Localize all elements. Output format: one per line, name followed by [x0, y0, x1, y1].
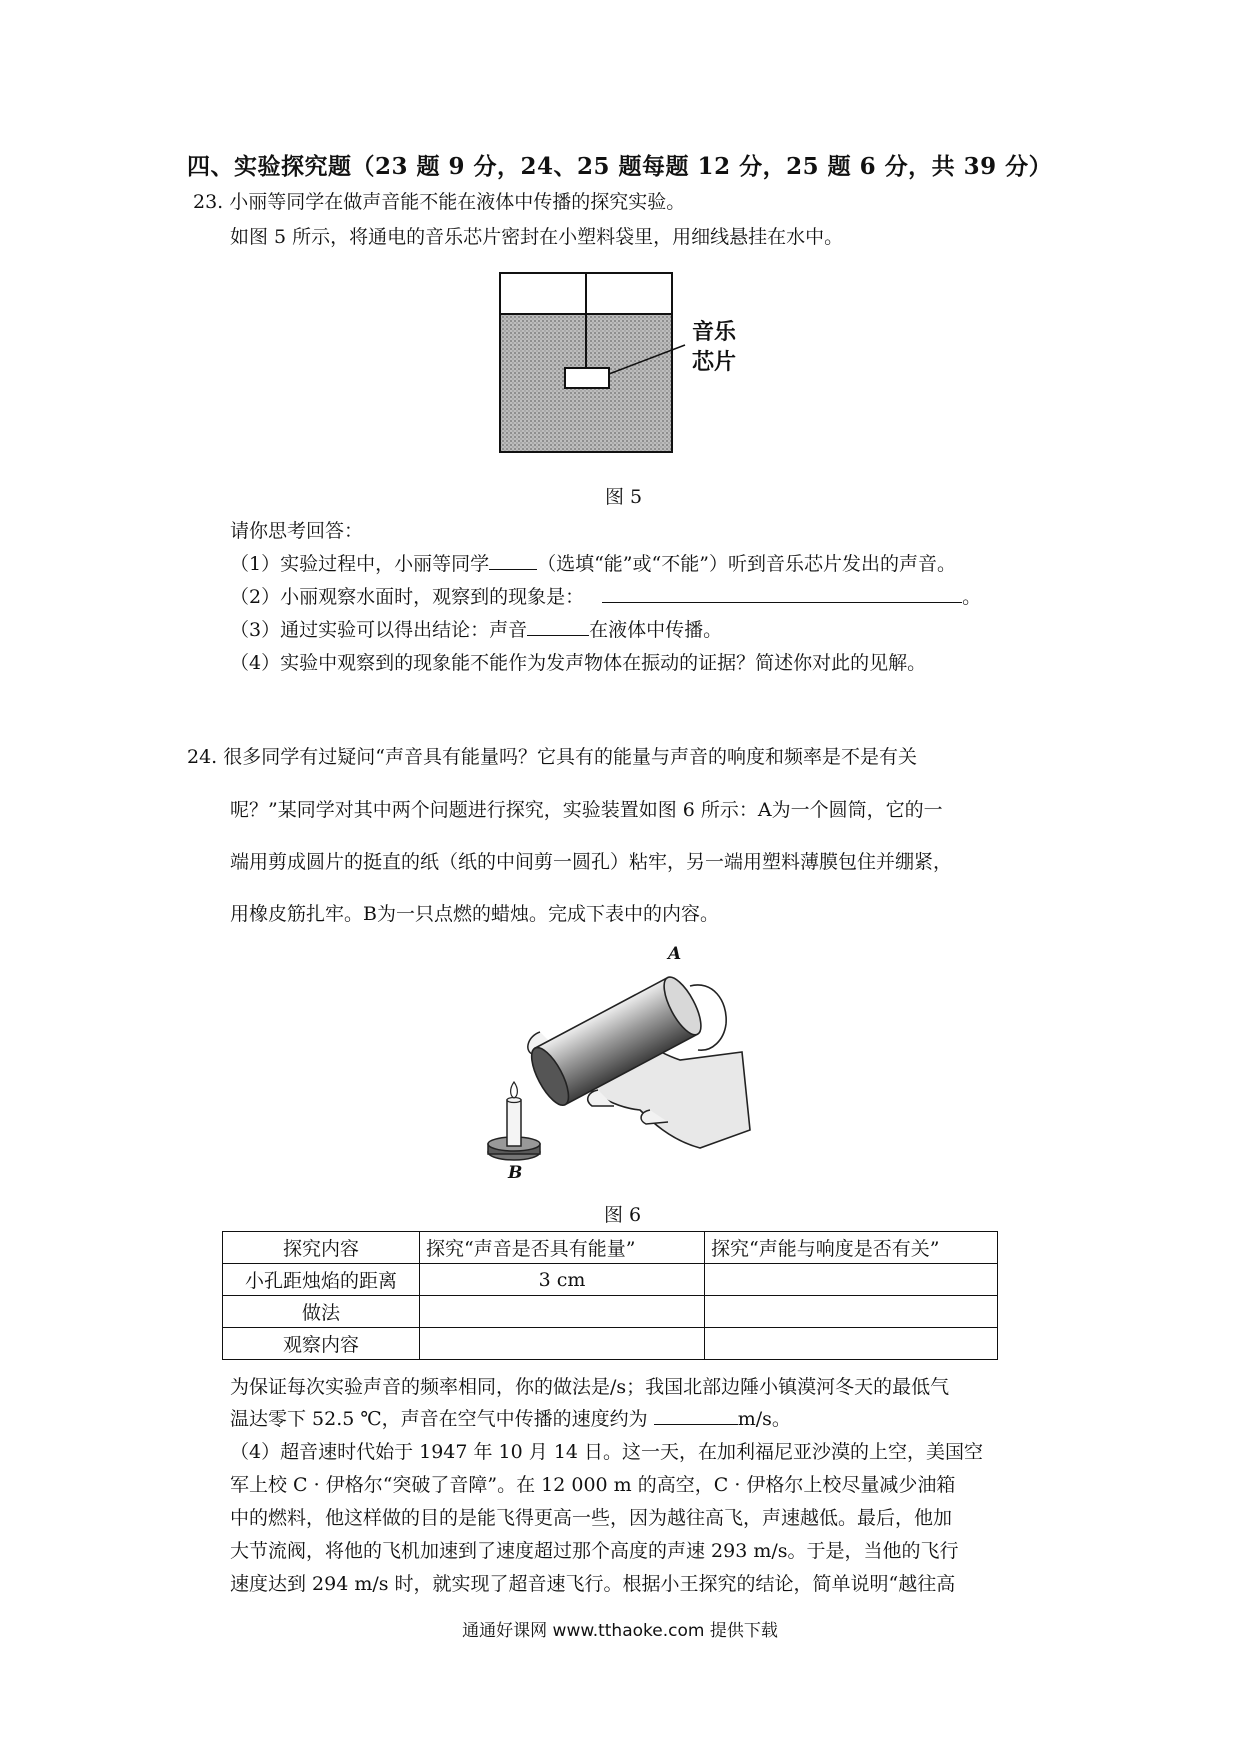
para-line6: 大节流阀，将他的飞机加速到了速度超过那个高度的声速 293 m/s。于是，当他的飞行	[230, 1540, 959, 1562]
q24-line2: 呢？”某同学对其中两个问题进行探究，实验装置如图 6 所示：A为一个圆筒，它的一	[230, 799, 943, 821]
figure-5-caption: 图 5	[605, 486, 643, 508]
experiment-table	[222, 1231, 998, 1360]
para-line4: 军上校 C · 伊格尔“突破了音障”。在 12 000 m 的高空，C · 伊格尔上校尽量减少油箱	[230, 1474, 956, 1496]
table-row-label: 做法	[223, 1296, 420, 1328]
table-cell[interactable]	[705, 1328, 998, 1360]
q23-sub1-text-b: （选填“能”或“不能”）听到音乐芯片发出的声音。	[537, 553, 956, 575]
para-line5: 中的燃料，他这样做的目的是能飞得更高一些，因为越往高飞，声速越低。最后，他加	[230, 1507, 953, 1529]
q23-sub1	[230, 549, 956, 576]
q23-sub2-text-b: 。	[962, 586, 982, 608]
table-cell[interactable]	[705, 1296, 998, 1328]
q23-sub3-text-a: （3）通过实验可以得出结论：声音	[230, 619, 528, 641]
answer-blank-3[interactable]	[527, 617, 589, 636]
label-b: B	[508, 1163, 523, 1183]
q23-setup: 如图 5 所示，将通电的音乐芯片密封在小塑料袋里，用细线悬挂在水中。	[230, 226, 844, 248]
q23-sub2	[230, 582, 981, 609]
table-header-row	[223, 1232, 998, 1264]
q23-sub4: （4）实验中观察到的现象能不能作为发声物体在振动的证据？简述你对此的见解。	[230, 652, 927, 674]
q24-line1: 24. 很多同学有过疑问“声音具有能量吗？它具有的能量与声音的响度和频率是不是有关	[187, 746, 917, 768]
table-header-cell: 探究“声音是否具有能量”	[420, 1232, 705, 1264]
label-a: A	[668, 944, 682, 964]
q24-line4: 用橡皮筋扎牢。B为一只点燃的蜡烛。完成下表中的内容。	[230, 903, 719, 925]
answer-blank-2[interactable]	[602, 584, 962, 603]
table-cell[interactable]	[420, 1328, 705, 1360]
answer-blank-4[interactable]	[654, 1406, 738, 1425]
q23-sub2-text-a: （2）小丽观察水面时，观察到的现象是：	[230, 586, 585, 608]
music-chip	[565, 368, 609, 388]
table-row-label: 小孔距烛焰的距离	[223, 1264, 420, 1296]
para-line2-text-a: 温达零下 52.5 ℃，声音在空气中传播的速度约为	[230, 1408, 654, 1430]
para-line2	[230, 1404, 791, 1431]
flame-icon	[511, 1082, 518, 1098]
candle-b	[488, 1082, 540, 1160]
chip-label	[692, 318, 736, 378]
para-line2-text-b: m/s。	[737, 1408, 791, 1430]
section-title: 四、实验探究题（23 题 9 分，24、25 题每题 12 分，25 题 6 分，共 39 分）	[187, 153, 1053, 180]
answer-blank-1[interactable]	[489, 551, 537, 570]
table-header-cell: 探究内容	[223, 1232, 420, 1264]
table-cell[interactable]	[705, 1264, 998, 1296]
para-line3: （4）超音速时代始于 1947 年 10 月 14 日。这一天，在加利福尼亚沙漠的上空，美国空	[230, 1441, 984, 1463]
table-header-cell: 探究“声能与响度是否有关”	[705, 1232, 998, 1264]
q24-line3: 端用剪成圆片的挺直的纸（纸的中间剪一圆孔）粘牢，另一端用塑料薄膜包住并绷紧，	[230, 851, 953, 873]
q23-stem: 23. 小丽等同学在做声音能不能在液体中传播的探究实验。	[193, 191, 686, 213]
table-cell: 3 cm	[420, 1264, 705, 1296]
q23-sub3	[230, 615, 722, 642]
chip-label-line2: 芯片	[692, 350, 737, 375]
q23-sub3-text-b: 在液体中传播。	[589, 619, 723, 641]
table-row	[223, 1296, 998, 1328]
table-cell[interactable]	[420, 1296, 705, 1328]
figure-6-diagram	[480, 940, 770, 1180]
q23-sub1-text-a: （1）实验过程中，小丽等同学	[230, 553, 490, 575]
figure-6-caption: 图 6	[604, 1204, 642, 1226]
table-row-label: 观察内容	[223, 1328, 420, 1360]
para-line1: 为保证每次实验声音的频率相同，你的做法是/s；我国北部边陲小镇漠河冬天的最低气	[230, 1376, 950, 1398]
q23-prompt: 请你思考回答：	[230, 520, 364, 542]
para-line7: 速度达到 294 m/s 时，就实现了超音速飞行。根据小王探究的结论，简单说明“越往高	[230, 1573, 956, 1595]
page-footer: 通通好课网 www.tthaoke.com 提供下载	[462, 1621, 778, 1641]
table-row	[223, 1328, 998, 1360]
table-row	[223, 1264, 998, 1296]
chip-label-line1: 音乐	[692, 320, 737, 345]
